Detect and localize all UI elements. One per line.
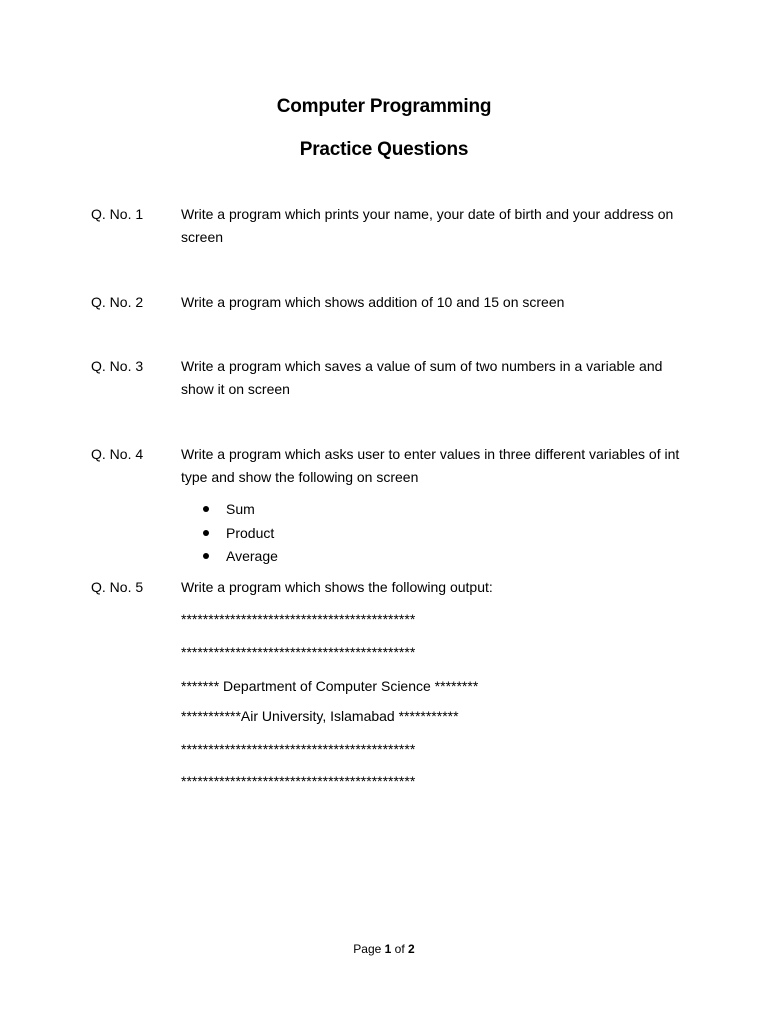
output-line: ******* Department of Computer Science ******** xyxy=(181,678,479,694)
document-subtitle: Practice Questions xyxy=(299,139,469,160)
question-number: Q. No. 4 xyxy=(91,446,144,462)
question-number: Q. No. 3 xyxy=(91,358,144,374)
question-2 xyxy=(91,291,691,314)
output-line: ******************************************* xyxy=(181,611,416,627)
bullet-label: Product xyxy=(226,524,275,541)
question-number: Q. No. 1 xyxy=(91,206,144,222)
question-number: Q. No. 2 xyxy=(91,294,144,310)
output-line: ***********Air University, Islamabad *********** xyxy=(181,708,459,724)
question-text: Write a program which shows the following output: xyxy=(181,579,493,595)
question-text: Write a program which saves a value of sum of two numbers in a variable and show it on screen xyxy=(181,358,663,397)
output-line: ******************************************* xyxy=(181,773,416,789)
bullet-icon xyxy=(203,530,209,536)
question-3 xyxy=(91,355,691,401)
page-current: 1 xyxy=(384,942,392,956)
document-title: Computer Programming xyxy=(276,96,492,117)
bullet-icon xyxy=(203,506,209,512)
page-total: 2 xyxy=(408,942,415,956)
question-4 xyxy=(91,443,691,489)
question-text: Write a program which asks user to enter values in three different variables of int type and show the following on screen xyxy=(181,446,680,485)
bullet-label: Average xyxy=(226,548,278,564)
question-5 xyxy=(91,576,691,599)
output-line: ******************************************* xyxy=(181,741,416,757)
page-word: Page xyxy=(353,942,382,956)
question-text: Write a program which prints your name, your date of birth and your address on screen xyxy=(181,206,674,245)
question-1 xyxy=(91,203,691,249)
of-word: of xyxy=(394,942,405,956)
page-footer xyxy=(0,942,768,956)
bullet-label: Sum xyxy=(226,501,255,517)
bullet-icon xyxy=(203,553,209,559)
question-number: Q. No. 5 xyxy=(91,579,144,595)
question-text: Write a program which shows addition of 10 and 15 on screen xyxy=(181,294,565,310)
output-line: ******************************************* xyxy=(181,644,416,660)
